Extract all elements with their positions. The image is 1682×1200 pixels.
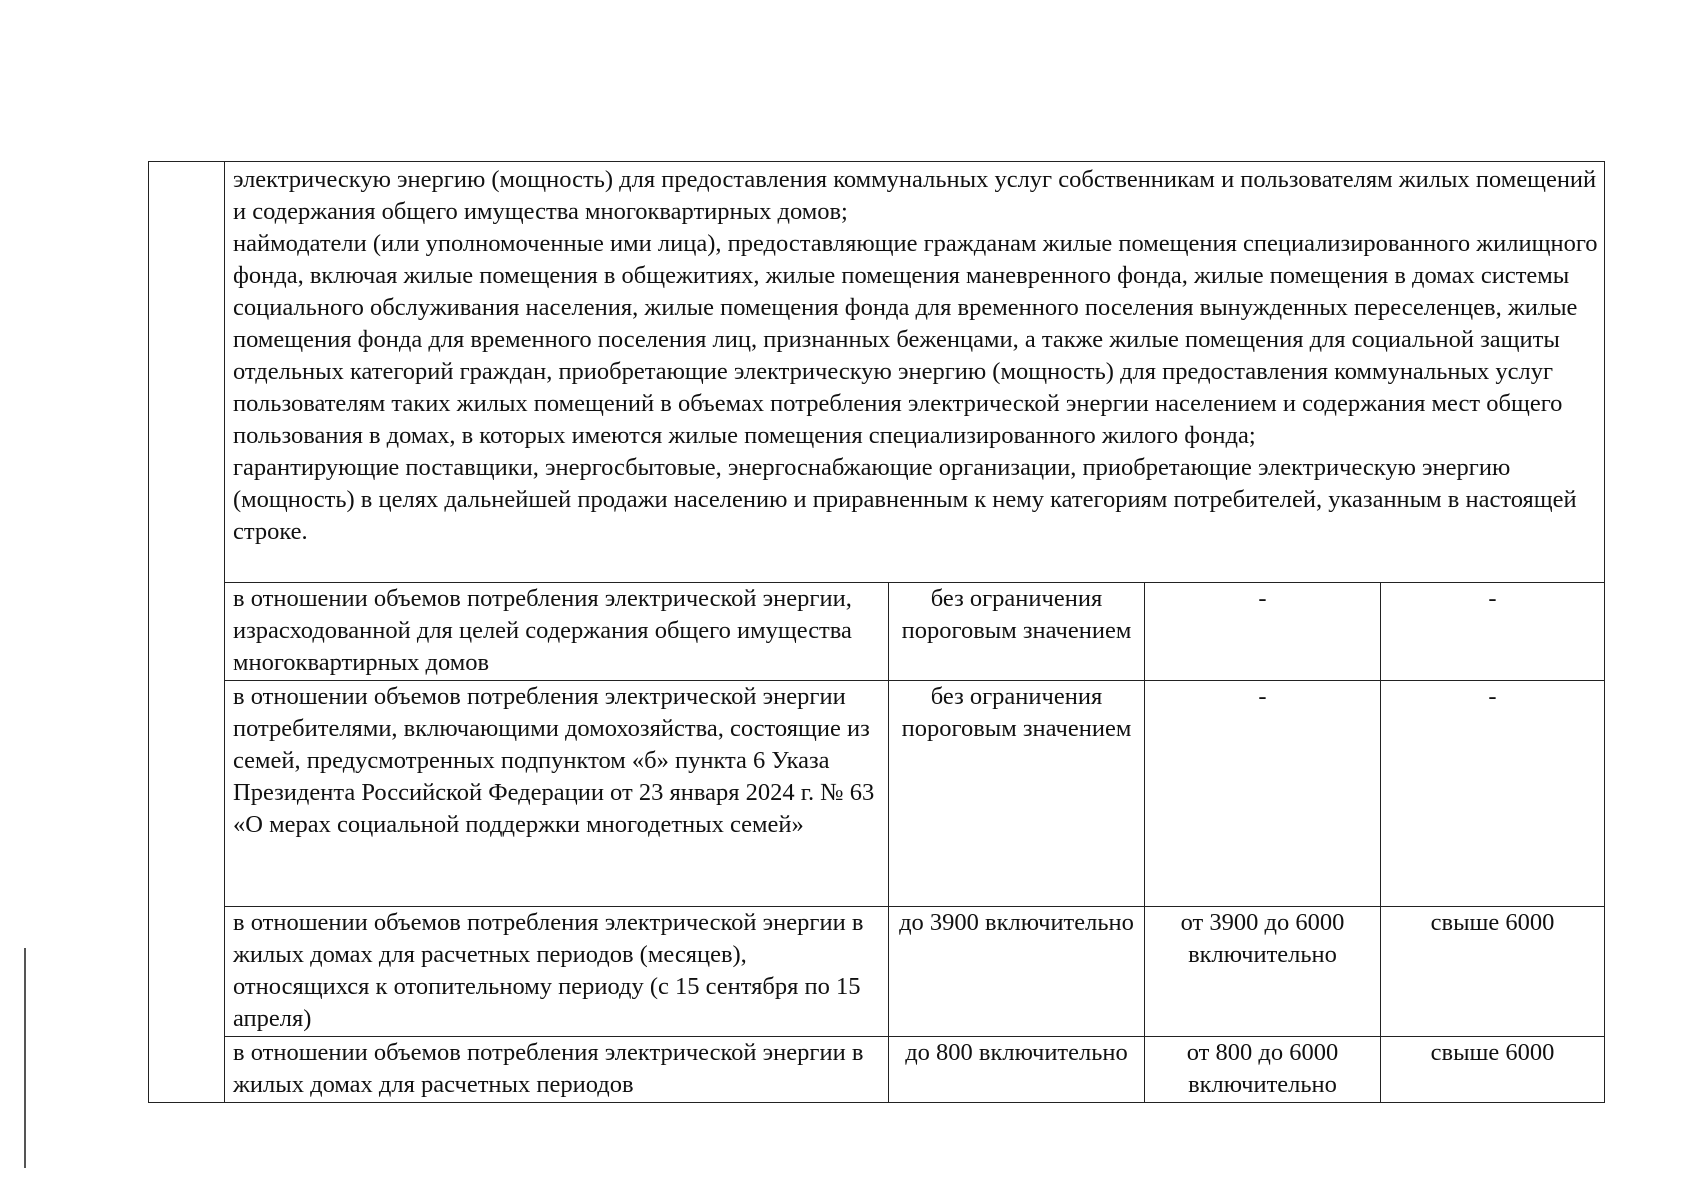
table-row-intro <box>149 162 1605 583</box>
table-row <box>149 1037 1605 1103</box>
table-row <box>149 681 1605 907</box>
threshold-cell-1: до 3900 включительно <box>889 907 1145 1037</box>
threshold-cell-2: - <box>1145 681 1381 907</box>
row-description: в отношении объемов потребления электрической энергии в жилых домах для расчетных периодов (месяцев), относящихся к отопительному периоду (с 15 сентября по 15 апреля) <box>225 907 889 1037</box>
threshold-cell-3: - <box>1381 681 1605 907</box>
threshold-cell-1: без ограничения пороговым значением <box>889 583 1145 681</box>
threshold-cell-3: свыше 6000 <box>1381 907 1605 1037</box>
threshold-cell-3: свыше 6000 <box>1381 1037 1605 1103</box>
intro-paragraph: гарантирующие поставщики, энергосбытовые, энергоснабжающие организации, приобретающие электрическую энергию (мощность) в целях дальнейшей продажи населению и приравненным к нему категориям потребителей, указанным в настоящей строке. <box>233 454 1577 545</box>
scan-edge-line <box>24 948 26 1168</box>
threshold-cell-2: от 3900 до 6000 включительно <box>1145 907 1381 1037</box>
intro-cell <box>225 162 1605 583</box>
table-row <box>149 583 1605 681</box>
threshold-cell-2: от 800 до 6000 включительно <box>1145 1037 1381 1103</box>
number-column-cell <box>149 162 225 1103</box>
row-description: в отношении объемов потребления электрической энергии потребителями, включающими домохозяйства, состоящие из семей, предусмотренных подпунктом «б» пункта 6 Указа Президента Российской Федерации от 23 января 2024 г. № 63 «О мерах социальной поддержки многодетных семей» <box>225 681 889 907</box>
threshold-cell-1: без ограничения пороговым значением <box>889 681 1145 907</box>
threshold-cell-1: до 800 включительно <box>889 1037 1145 1103</box>
threshold-cell-3: - <box>1381 583 1605 681</box>
threshold-cell-2: - <box>1145 583 1381 681</box>
intro-paragraph: наймодатели (или уполномоченные ими лица), предоставляющие гражданам жилые помещения специализированного жилищного фонда, включая жилые помещения в общежитиях, жилые помещения маневренного фонда, жилые помещения в домах системы социального обслуживания населения, жилые помещения фонда для временного поселения вынужденных переселенцев, жилые помещения фонда для временного поселения лиц, признанных беженцами, а также жилые помещения для социальной защиты отдельных категорий граждан, приобретающие электрическую энергию (мощность) для предоставления коммунальных услуг пользователям таких жилых помещений в объемах потребления электрической энергии населением и содержания мест общего пользования в домах, в которых имеются жилые помещения специализированного жилого фонда; <box>233 230 1598 449</box>
row-description: в отношении объемов потребления электрической энергии, израсходованной для целей содержания общего имущества многоквартирных домов <box>225 583 889 681</box>
tariff-table <box>148 161 1605 1103</box>
intro-paragraph: электрическую энергию (мощность) для предоставления коммунальных услуг собственникам и пользователям жилых помещений и содержания общего имущества многоквартирных домов; <box>233 166 1597 225</box>
table-row <box>149 907 1605 1037</box>
row-description: в отношении объемов потребления электрической энергии в жилых домах для расчетных периодов <box>225 1037 889 1103</box>
